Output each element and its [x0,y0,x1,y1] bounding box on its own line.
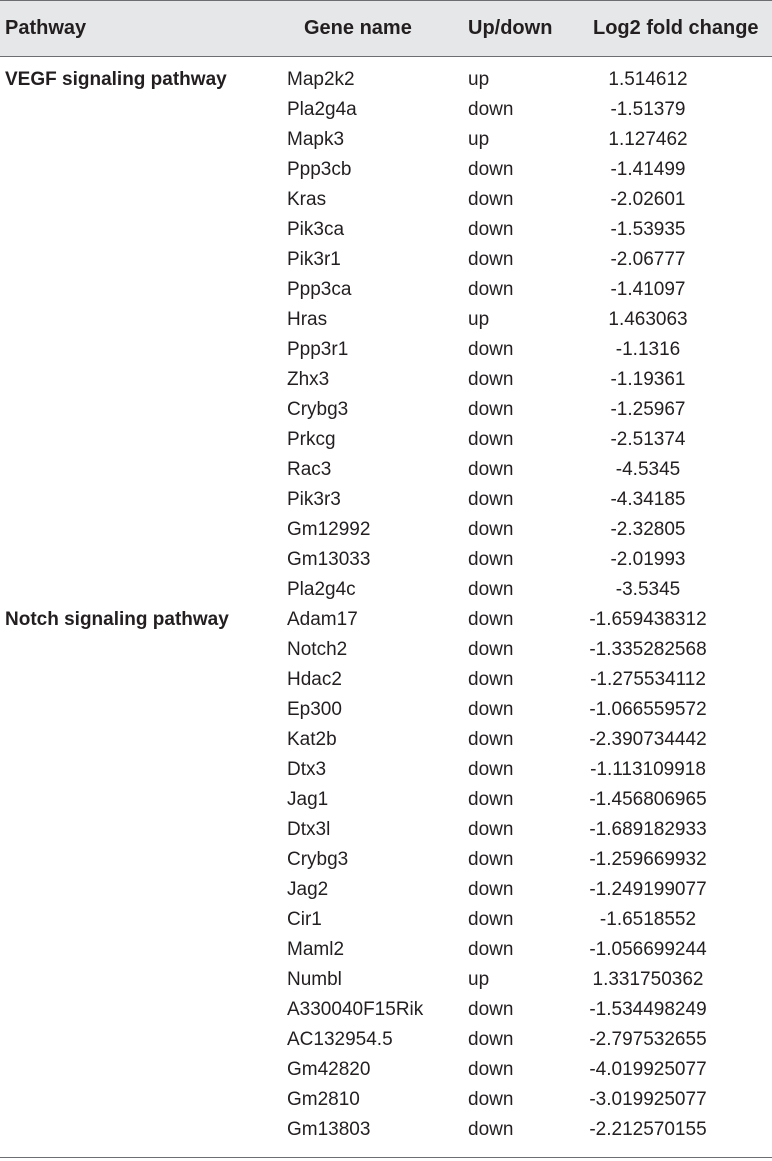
table-row [0,785,772,815]
up-down-cell: down [468,849,514,870]
gene-name-cell: Dtx3 [287,759,327,780]
gene-name-cell: Ppp3r1 [287,339,349,360]
table-row [0,605,772,635]
gene-name-cell: Jag2 [287,879,329,900]
table-row [0,815,772,845]
pathway-cell: VEGF signaling pathway [5,69,227,90]
log2-fold-change-cell: -1.659438312 [589,609,707,630]
gene-name-cell: Ep300 [287,699,342,720]
gene-name-cell: Pla2g4c [287,579,356,600]
gene-name-cell: Pik3r3 [287,489,341,510]
up-down-cell: down [468,699,514,720]
table-row [0,275,772,305]
up-down-cell: down [468,1059,514,1080]
up-down-cell: down [468,159,514,180]
log2-fold-change-cell: 1.127462 [608,129,688,150]
gene-name-cell: Maml2 [287,939,345,960]
table-row [0,665,772,695]
gene-name-cell: Hras [287,309,328,330]
gene-name-cell: Pik3ca [287,219,345,240]
up-down-cell: down [468,519,514,540]
log2-fold-change-cell: -1.113109918 [590,759,706,780]
log2-fold-change-cell: -1.066559572 [589,699,707,720]
header-pathway: Pathway [5,17,87,39]
log2-fold-change-cell: -4.34185 [610,489,686,510]
table-row [0,245,772,275]
up-down-cell: down [468,189,514,210]
gene-name-cell: Mapk3 [287,129,345,150]
table-row [0,1025,772,1055]
up-down-cell: down [468,549,514,570]
up-down-cell: down [468,249,514,270]
up-down-cell: up [468,309,490,330]
up-down-cell: down [468,399,514,420]
log2-fold-change-cell: -1.19361 [610,369,686,390]
up-down-cell: down [468,879,514,900]
up-down-cell: down [468,579,514,600]
table-row [0,95,772,125]
gene-name-cell: Map2k2 [287,69,355,90]
table-row [0,485,772,515]
log2-fold-change-cell: -1.53935 [610,219,686,240]
header-log2-fold-change: Log2 fold change [593,17,759,39]
gene-name-cell: Zhx3 [287,369,330,390]
gene-name-cell: Gm2810 [287,1089,360,1110]
up-down-cell: down [468,339,514,360]
gene-name-cell: Kras [287,189,327,210]
gene-name-cell: Ppp3cb [287,159,352,180]
table-row [0,455,772,485]
log2-fold-change-cell: -4.5345 [615,459,681,480]
gene-name-cell: Notch2 [287,639,348,660]
up-down-cell: down [468,1029,514,1050]
log2-fold-change-cell: -3.019925077 [589,1089,707,1110]
table-row [0,725,772,755]
log2-fold-change-cell: -1.1316 [615,339,681,360]
log2-fold-change-cell: -1.534498249 [589,999,707,1020]
log2-fold-change-cell: -2.06777 [610,249,686,270]
up-down-cell: down [468,459,514,480]
up-down-cell: down [468,669,514,690]
gene-name-cell: Crybg3 [287,849,349,870]
gene-name-cell: Pla2g4a [287,99,357,120]
log2-fold-change-cell: 1.463063 [608,309,688,330]
gene-name-cell: Pik3r1 [287,249,341,270]
log2-fold-change-cell: -4.019925077 [589,1059,707,1080]
log2-fold-change-cell: -2.01993 [610,549,686,570]
table-row [0,935,772,965]
up-down-cell: down [468,219,514,240]
table-body [0,57,772,1158]
up-down-cell: down [468,909,514,930]
log2-fold-change-cell: -1.41499 [610,159,686,180]
gene-name-cell: AC132954.5 [287,1029,393,1050]
up-down-cell: down [468,99,514,120]
log2-fold-change-cell: -2.02601 [610,189,686,210]
log2-fold-change-cell: -1.056699244 [589,939,707,960]
up-down-cell: up [468,129,490,150]
up-down-cell: up [468,69,490,90]
table-row [0,635,772,665]
log2-fold-change-cell: -2.797532655 [589,1029,707,1050]
table-row [0,545,772,575]
up-down-cell: down [468,429,514,450]
log2-fold-change-cell: -1.456806965 [589,789,707,810]
table-row [0,365,772,395]
up-down-cell: down [468,489,514,510]
table-row [0,1115,772,1145]
gene-name-cell: Crybg3 [287,399,349,420]
table-row [0,305,772,335]
log2-fold-change-cell: -2.212570155 [589,1119,707,1140]
gene-name-cell: Kat2b [287,729,337,750]
up-down-cell: down [468,819,514,840]
table-row [0,695,772,725]
up-down-cell: down [468,939,514,960]
gene-name-cell: Gm42820 [287,1059,371,1080]
up-down-cell: down [468,369,514,390]
gene-name-cell: Ppp3ca [287,279,352,300]
log2-fold-change-cell: -2.32805 [610,519,686,540]
table-row [0,875,772,905]
up-down-cell: down [468,609,514,630]
gene-name-cell: Gm13803 [287,1119,371,1140]
up-down-cell: down [468,279,514,300]
table-row [0,575,772,605]
log2-fold-change-cell: -2.390734442 [589,729,707,750]
log2-fold-change-cell: -1.275534112 [590,669,706,690]
header-gene-name: Gene name [304,17,412,39]
table-row [0,215,772,245]
up-down-cell: down [468,1119,514,1140]
table-row [0,395,772,425]
gene-name-cell: Prkcg [287,429,336,450]
log2-fold-change-cell: -1.689182933 [589,819,707,840]
log2-fold-change-cell: -1.335282568 [589,639,707,660]
log2-fold-change-cell: -3.5345 [615,579,681,600]
table-row [0,1055,772,1085]
gene-name-cell: Numbl [287,969,342,990]
gene-name-cell: Hdac2 [287,669,342,690]
log2-fold-change-cell: -1.259669932 [589,849,707,870]
gene-name-cell: Adam17 [287,609,358,630]
up-down-cell: down [468,1089,514,1110]
gene-name-cell: Gm13033 [287,549,371,570]
table-row [0,185,772,215]
table-row [0,125,772,155]
up-down-cell: down [468,759,514,780]
gene-name-cell: Rac3 [287,459,332,480]
pathway-cell: Notch signaling pathway [5,609,229,630]
log2-fold-change-cell: -1.25967 [610,399,686,420]
log2-fold-change-cell: -1.6518552 [599,909,697,930]
table-row [0,1085,772,1115]
table-header [0,0,772,57]
table-row [0,155,772,185]
gene-name-cell: Gm12992 [287,519,371,540]
table-row [0,425,772,455]
table-row [0,965,772,995]
log2-fold-change-cell: -2.51374 [610,429,686,450]
header-up-down: Up/down [468,17,553,39]
up-down-cell: down [468,789,514,810]
up-down-cell: down [468,729,514,750]
log2-fold-change-cell: 1.514612 [608,69,688,90]
log2-fold-change-cell: 1.331750362 [592,969,704,990]
table-row [0,905,772,935]
log2-fold-change-cell: -1.51379 [610,99,686,120]
table-row [0,845,772,875]
table-row [0,335,772,365]
gene-name-cell: Jag1 [287,789,329,810]
log2-fold-change-cell: -1.41097 [610,279,686,300]
table-row [0,515,772,545]
table-row [0,995,772,1025]
gene-name-cell: Cir1 [287,909,322,930]
log2-fold-change-cell: -1.249199077 [589,879,707,900]
gene-name-cell: Dtx3l [287,819,331,840]
up-down-cell: down [468,999,514,1020]
table-row [0,65,772,95]
gene-name-cell: A330040F15Rik [287,999,424,1020]
up-down-cell: down [468,639,514,660]
table-row [0,755,772,785]
up-down-cell: up [468,969,490,990]
